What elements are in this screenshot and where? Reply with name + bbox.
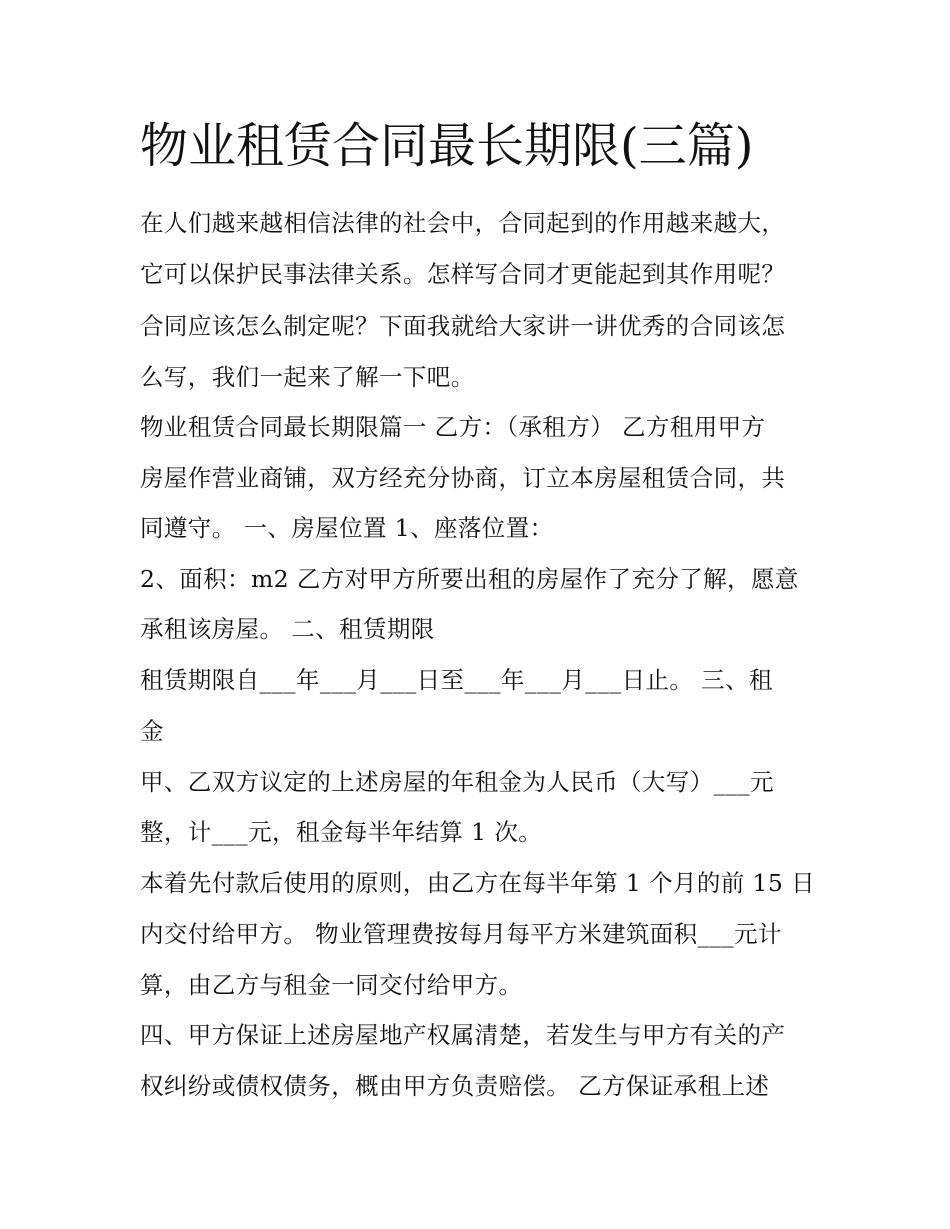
paragraph-line: 2、面积：m2 乙方对甲方所要出租的房屋作了充分了解，愿意 [140, 565, 799, 593]
paragraph-line: 房屋作营业商铺，双方经充分协商，订立本房屋租赁合同，共 [140, 464, 786, 492]
paragraph-line: 它可以保护民事法律关系。怎样写合同才更能起到其作用呢？ [140, 260, 786, 288]
paragraph-line: 同遵守。 一、房屋位置 1、座落位置： [140, 514, 554, 542]
document-title: 物业租赁合同最长期限(三篇) [140, 118, 754, 174]
paragraph-line: 四、甲方保证上述房屋地产权属清楚，若发生与甲方有关的产 [140, 1021, 786, 1049]
paragraph-line: 甲、乙双方议定的上述房屋的年租金为人民币（大写）___元 [140, 768, 774, 796]
paragraph-line: 算，由乙方与租金一同交付给甲方。 [140, 971, 523, 999]
paragraph-line: 权纠纷或债权债务，概由甲方负责赔偿。 乙方保证承租上述 [140, 1072, 770, 1100]
paragraph-line: 物业租赁合同最长期限篇一 乙方：（承租方） 乙方租用甲方 [140, 413, 766, 441]
paragraph-line: 承租该房屋。 二、租赁期限 [140, 615, 435, 643]
paragraph-line: 么写，我们一起来了解一下吧。 [140, 363, 475, 391]
paragraph-line: 合同应该怎么制定呢？下面我就给大家讲一讲优秀的合同该怎 [140, 312, 786, 340]
paragraph-line: 内交付给甲方。 物业管理费按每月每平方米建筑面积___元计 [140, 920, 782, 948]
paragraph-line: 金 [140, 717, 164, 745]
paragraph-line: 整，计___元，租金每半年结算 1 次。 [140, 818, 543, 846]
paragraph-line: 租赁期限自___年___月___日至___年___月___日止。 三、租 [140, 666, 773, 694]
paragraph-line: 在人们越来越相信法律的社会中，合同起到的作用越来越大， [140, 209, 786, 237]
paragraph-line: 本着先付款后使用的原则，由乙方在每半年第 1 个月的前 15 日 [140, 869, 816, 897]
